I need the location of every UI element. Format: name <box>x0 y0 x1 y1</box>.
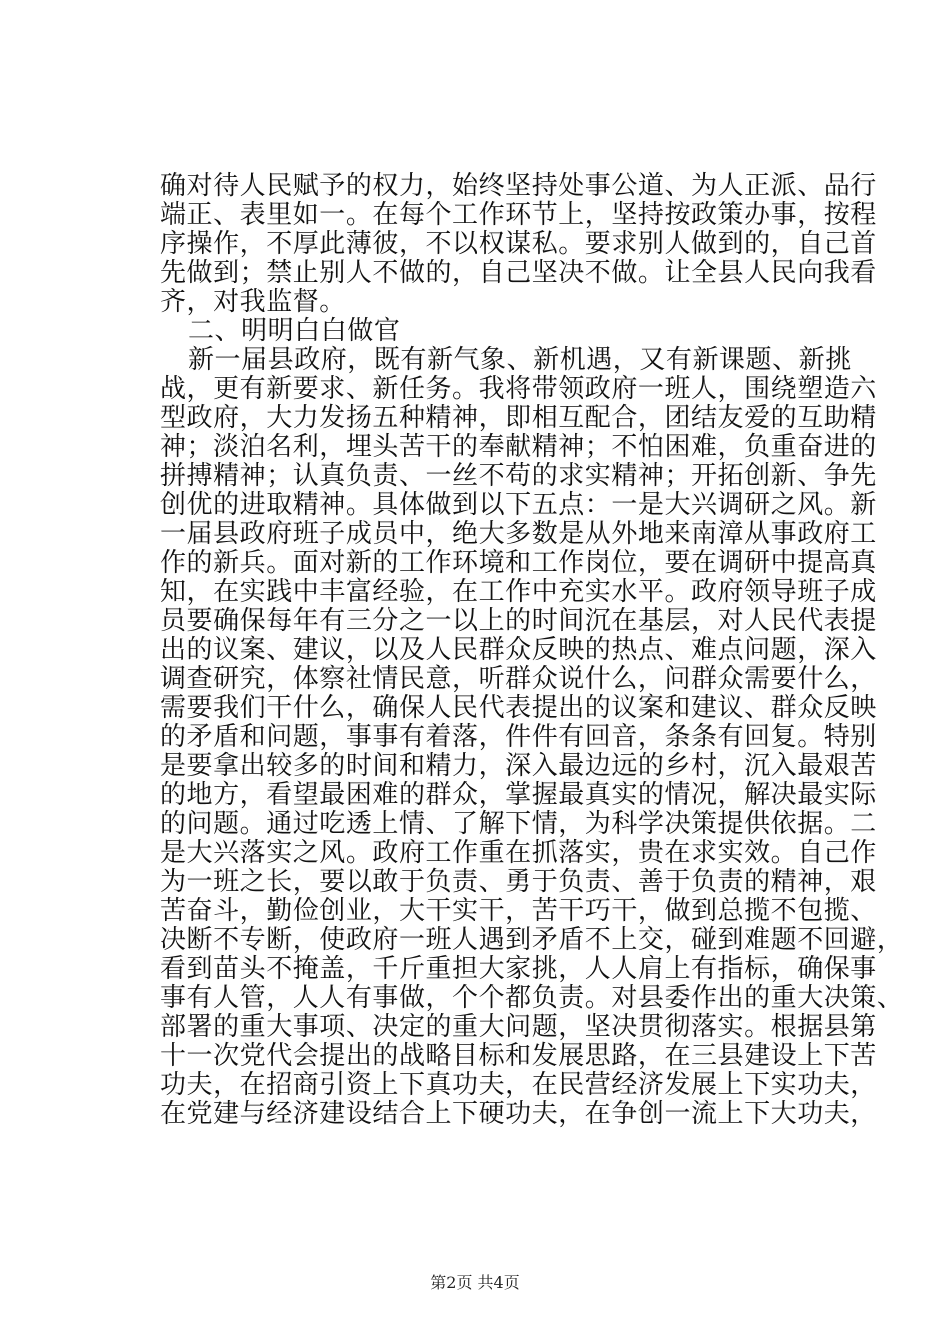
body-line-12: 创优的进取精神。具体做到以下五点：一是大兴调研之风。新 <box>160 490 877 520</box>
page-footer: 第2页 共4页 <box>430 1273 520 1292</box>
body-line-25: 为一班之长，要以敢于负责、勇于负责、善于负责的精神，艰 <box>160 867 877 897</box>
body-line-11: 拼搏精神；认真负责、一丝不苟的求实精神；开拓创新、争先 <box>160 461 877 491</box>
body-line-4: 先做到；禁止别人不做的，自己坚决不做。让全县人民向我看 <box>160 258 877 288</box>
body-line-5: 齐，对我监督。 <box>160 287 346 317</box>
body-line-19: 需要我们干什么，确保人民代表提出的议案和建议、群众反映 <box>160 693 877 723</box>
body-line-16: 员要确保每年有三分之一以上的时间沉在基层，对人民代表提 <box>160 606 877 636</box>
body-line-24: 是大兴落实之风。政府工作重在抓落实，贵在求实效。自己作 <box>160 838 877 868</box>
document-body <box>160 171 904 1129</box>
body-line-33: 在党建与经济建设结合上下硬功夫，在争创一流上下大功夫， <box>160 1099 877 1129</box>
body-line-2: 端正、表里如一。在每个工作环节上，坚持按政策办事，按程 <box>160 200 877 230</box>
body-line-26: 苦奋斗，勤俭创业，大干实干，苦干巧干，做到总揽不包揽、 <box>160 896 877 926</box>
body-line-7: 新一届县政府，既有新气象、新机遇，又有新课题、新挑 <box>188 345 852 375</box>
body-line-8: 战，更有新要求、新任务。我将带领政府一班人，围绕塑造六 <box>160 374 877 404</box>
section-heading: 二、明明白白做官 <box>188 316 401 346</box>
body-line-14: 作的新兵。面对新的工作环境和工作岗位，要在调研中提高真 <box>160 548 877 578</box>
body-line-20: 的矛盾和问题，事事有着落，件件有回音，条条有回复。特别 <box>160 722 877 752</box>
body-line-9: 型政府，大力发扬五种精神，即相互配合，团结友爱的互助精 <box>160 403 877 433</box>
body-line-31: 十一次党代会提出的战略目标和发展思路，在三县建设上下苦 <box>160 1041 877 1071</box>
body-line-1: 确对待人民赋予的权力，始终坚持处事公道、为人正派、品行 <box>160 171 877 201</box>
body-line-15: 知，在实践中丰富经验，在工作中充实水平。政府领导班子成 <box>160 577 877 607</box>
body-line-17: 出的议案、建议，以及人民群众反映的热点、难点问题，深入 <box>160 635 877 665</box>
body-line-30: 部署的重大事项、决定的重大问题，坚决贯彻落实。根据县第 <box>160 1012 877 1042</box>
body-line-21: 是要拿出较多的时间和精力，深入最边远的乡村，沉入最艰苦 <box>160 751 877 781</box>
body-line-22: 的地方，看望最困难的群众，掌握最真实的情况，解决最实际 <box>160 780 877 810</box>
body-line-29: 事有人管，人人有事做，个个都负责。对县委作出的重大决策、 <box>160 983 904 1013</box>
body-line-23: 的问题。通过吃透上情、了解下情，为科学决策提供依据。二 <box>160 809 877 839</box>
body-line-13: 一届县政府班子成员中，绝大多数是从外地来南漳从事政府工 <box>160 519 877 549</box>
body-line-18: 调查研究，体察社情民意，听群众说什么，问群众需要什么， <box>160 664 877 694</box>
body-line-10: 神；淡泊名利，埋头苦干的奉献精神；不怕困难，负重奋进的 <box>160 432 877 462</box>
body-line-27: 决断不专断，使政府一班人遇到矛盾不上交，碰到难题不回避， <box>160 925 904 955</box>
body-line-3: 序操作，不厚此薄彼，不以权谋私。要求别人做到的，自己首 <box>160 229 877 259</box>
body-line-32: 功夫，在招商引资上下真功夫，在民营经济发展上下实功夫， <box>160 1070 877 1100</box>
body-line-28: 看到苗头不掩盖，千斤重担大家挑，人人肩上有指标，确保事 <box>160 954 877 984</box>
